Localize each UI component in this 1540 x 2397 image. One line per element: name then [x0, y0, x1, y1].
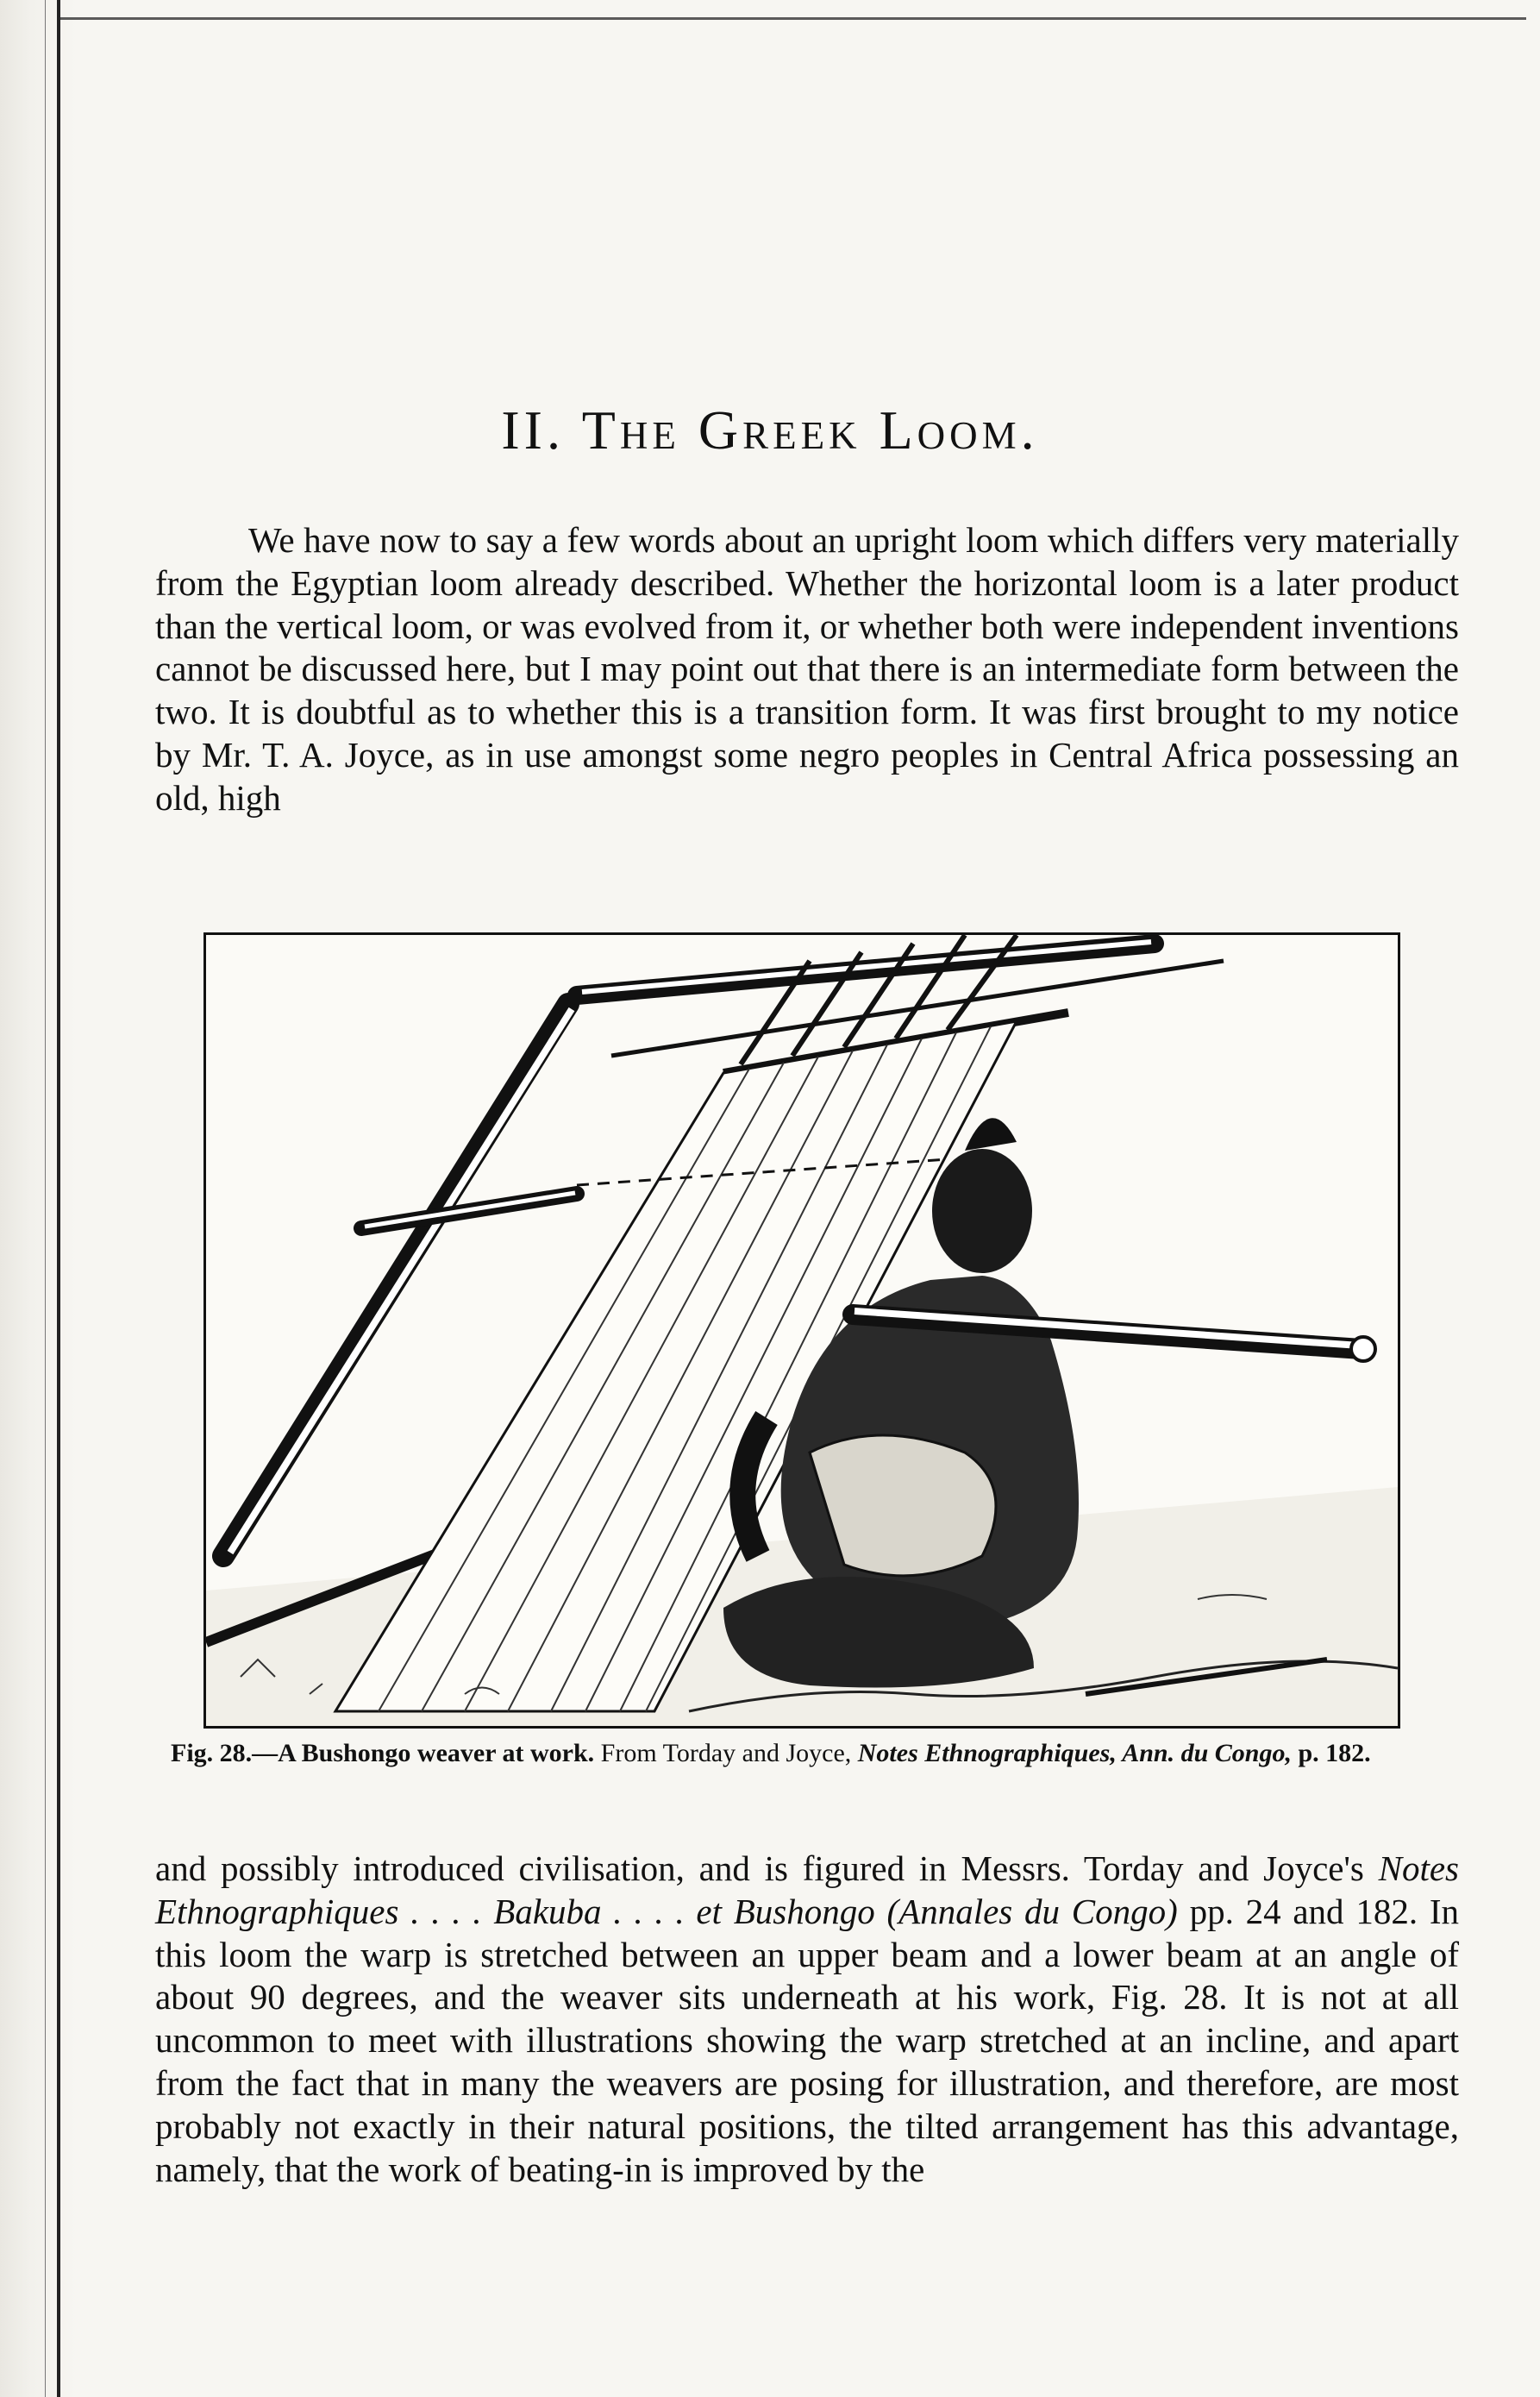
- caption-page: p. 182.: [1298, 1739, 1371, 1767]
- bushongo-weaver-drawing: [206, 935, 1398, 1726]
- figure-28-illustration: [203, 932, 1400, 1729]
- caption-label: Fig. 28.—A Bushongo weaver at work.: [171, 1739, 595, 1767]
- section-heading: II. The Greek Loom.: [501, 399, 1039, 461]
- scanned-page-edge: [0, 0, 78, 2397]
- paragraph-2: [155, 1848, 1459, 2191]
- top-edge-rule: [60, 17, 1526, 20]
- paragraph-1: We have now to say a few words about an upright loom which differs very materially from the Egyptian loom already described. Whether the horizontal loom is a later product than the vertical loom, or was evolved from it, or whether both were independent inventions cannot be discussed here, but I may point out that there is an intermediate form between the two. It is doubtful as to whether this is a transition form. It was first brought to my notice by Mr. T. A. Joyce, as in use amongst some negro peoples in Central Africa possessing an old, high: [155, 520, 1460, 818]
- figure-caption: [171, 1739, 1455, 1767]
- caption-source-title: Notes Ethnographiques, Ann. du Congo,: [857, 1739, 1292, 1767]
- paragraph-2-part-1: and possibly introduced civilisation, and is figured in Messrs. Torday and Joyce's: [155, 1848, 1379, 1888]
- paragraph-2-italic-title: Notes Ethnographiques . . . . Bakuba . . . . et Bushongo (Annales du Congo): [155, 1848, 1459, 1931]
- binding-edge-line: [57, 0, 60, 2397]
- caption-source-prefix: From Torday and Joyce,: [600, 1739, 852, 1767]
- paragraph-2-part-2: pp. 24 and 182. In this loom the warp is stretched between an upper beam and a lower beam at an angle of about 90 degrees, and the weaver sits underneath at his work, Fig. 28. It is not at all uncommon to meet with illustrations showing the warp stretched at an incline, and apart from the fact that in many the weavers are posing for illustration, and therefore, are most probably not exactly in their natural positions, the tilted arrangement has this advantage, namely, that the work of beating-in is improved by the: [155, 1891, 1459, 2189]
- binding-shadow-line: [45, 0, 46, 2397]
